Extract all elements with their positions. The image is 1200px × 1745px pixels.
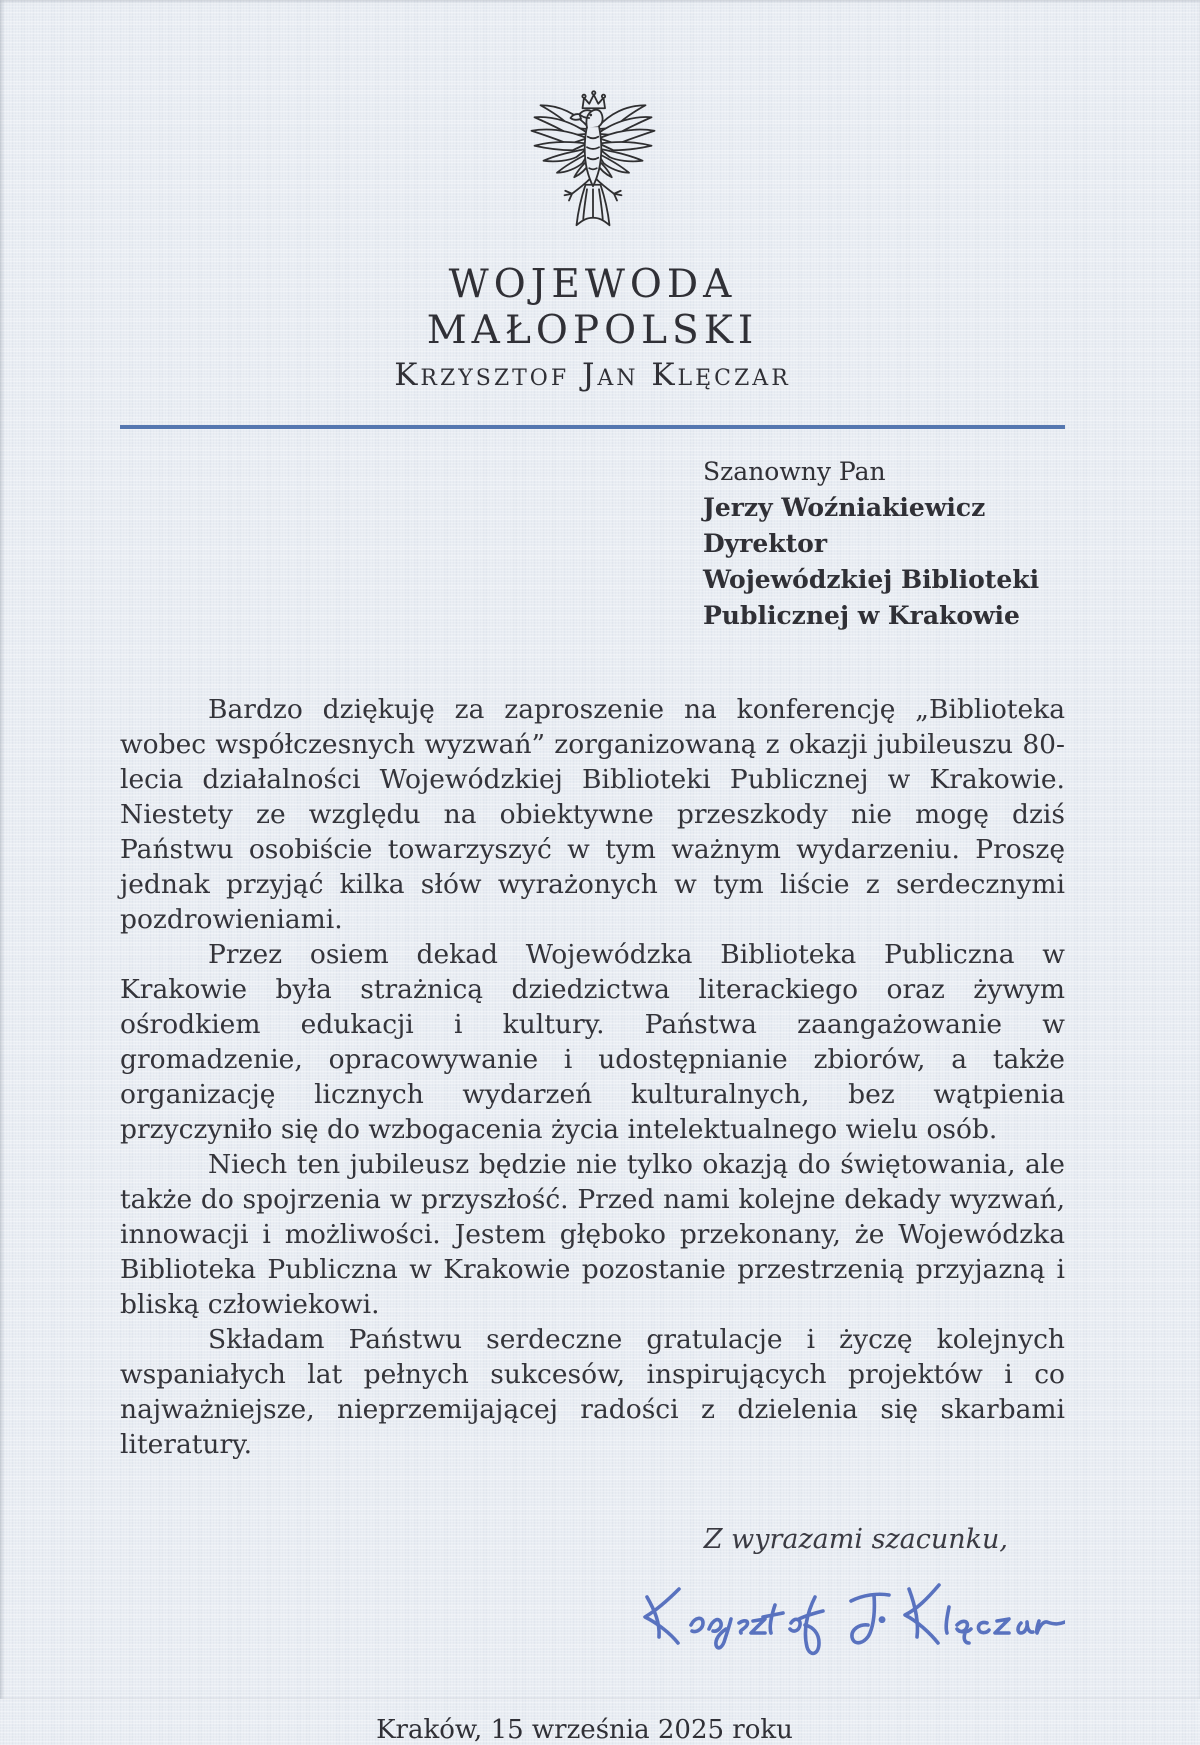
valediction: Z wyrazami szacunku, bbox=[703, 1524, 1008, 1555]
recipient-name: Jerzy Woźniakiewicz bbox=[703, 493, 986, 522]
letter-content-column bbox=[120, 0, 1065, 1745]
dateline: Kraków, 15 września 2025 roku bbox=[376, 1715, 793, 1745]
paragraph-1: Bardzo dziękuję za zaproszenie na konferencję „Biblioteka wobec współczesnych wyzwań” zorganizowaną z okazji jubileuszu 80-lecia działalności Wojewódzkiej Biblioteki Publicznej w Krakowie. Niestety ze względu na obiektywne przeszkody nie mogę dziś Państwu osobiście towarzyszyć w tym ważnym wydarzeniu. Proszę jednak przyjąć kilka słów wyrażonych w tym liście z serdecznymi pozdrowieniami. bbox=[120, 694, 1065, 935]
paragraph-4: Składam Państwu serdeczne gratulacje i życzę kolejnych wspaniałych lat pełnych sukcesów, inspirujących projektów i co najważniejsze, nieprzemijającej radości z dzielenia się skarbami literatury. bbox=[120, 1324, 1065, 1460]
recipient-org-line1: Wojewódzkiej Biblioteki bbox=[703, 565, 1040, 594]
signature-block bbox=[120, 1565, 1065, 1669]
letterhead-title-line2: MAŁOPOLSKI bbox=[426, 308, 759, 353]
letterhead-title-line1: WOJEWODA bbox=[448, 262, 737, 307]
handwritten-signature bbox=[633, 1565, 1065, 1669]
paragraph-2: Przez osiem dekad Wojewódzka Biblioteka Publiczna w Krakowie była strażnicą dziedzictwa literackiego oraz żywym ośrodkiem edukacji i kultury. Państwa zaangażowanie w gromadzenie, opracowywanie i udostępnianie zbiorów, a także organizację licznych wydarzeń kulturalnych, bez wątpienia przyczyniło się do wzbogacenia życia intelektualnego wielu osób. bbox=[120, 939, 1065, 1145]
recipient-block bbox=[703, 454, 1065, 634]
letterhead bbox=[120, 0, 1065, 246]
polish-eagle-icon bbox=[518, 84, 668, 242]
letterhead-officer-name: Krzysztof Jan Klęczar bbox=[394, 357, 791, 393]
recipient-salutation: Szanowny Pan bbox=[703, 457, 886, 486]
recipient-role: Dyrektor bbox=[703, 529, 827, 558]
paragraph-3: Niech ten jubileusz będzie nie tylko okazją do świętowania, ale także do spojrzenia w przyszłość. Przed nami kolejne dekady wyzwań, innowacji i możliwości. Jestem głęboko przekonany, że Wojewódzka Biblioteka Publiczna w Krakowie pozostanie przestrzenią przyjazną i bliską człowiekowi. bbox=[120, 1149, 1065, 1320]
letter-body bbox=[120, 692, 1065, 1462]
recipient-org-line2: Publicznej w Krakowie bbox=[703, 601, 1020, 630]
divider-line bbox=[120, 425, 1065, 429]
letterhead-divider bbox=[120, 424, 1065, 428]
